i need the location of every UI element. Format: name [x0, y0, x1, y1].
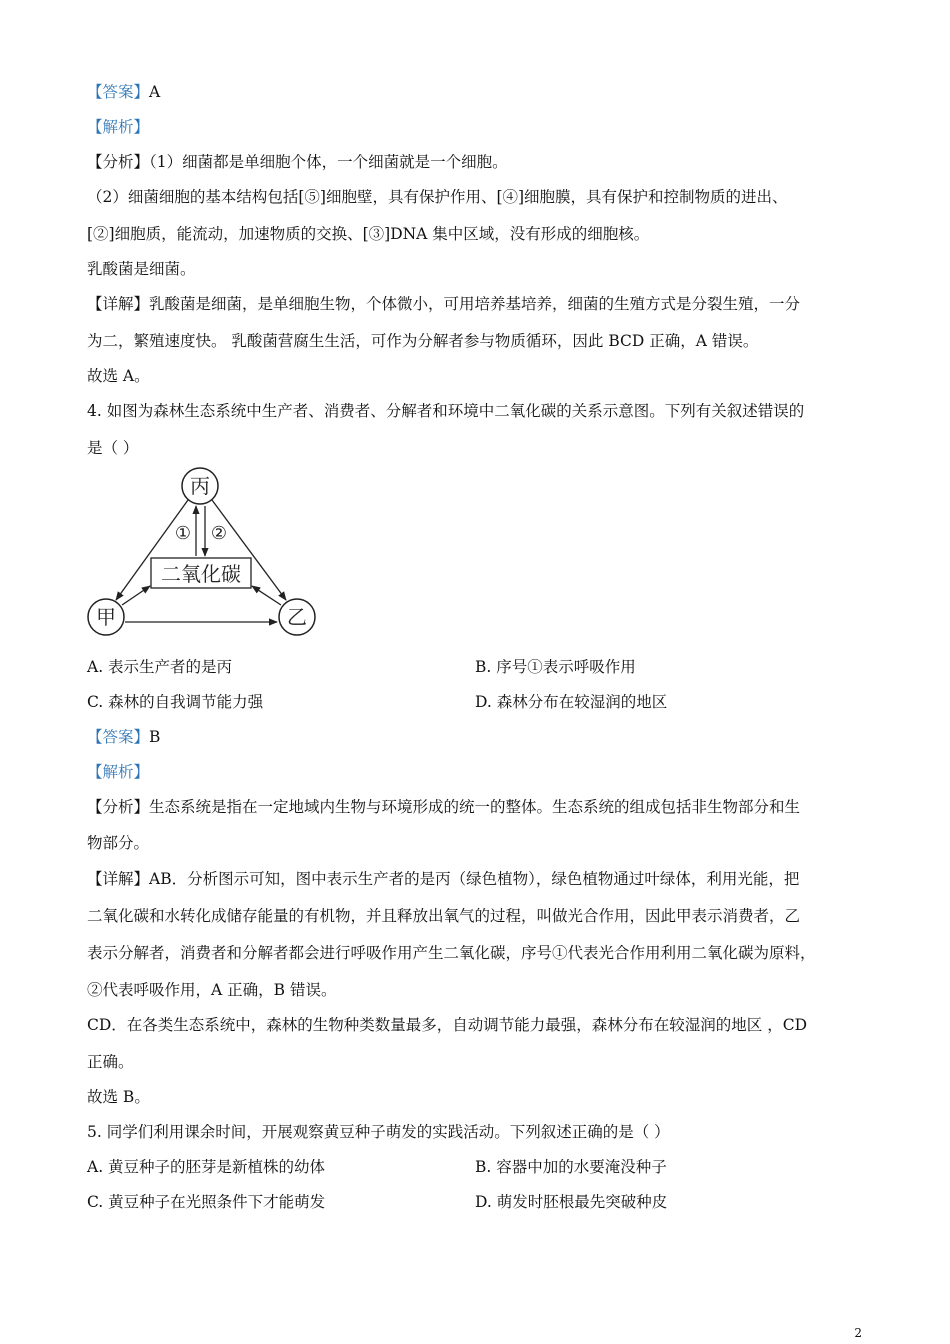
- q3-detail-line-2: 为二，繁殖速度快。 乳酸菌营腐生生活，可作为分解者参与物质循环，因此 BCD 正确，A 错误。: [87, 332, 759, 350]
- q4-detail-line-3: 表示分解者，消费者和分解者都会进行呼吸作用产生二氧化碳，序号①代表光合作用利用二氧化碳为原料，: [87, 944, 816, 962]
- node-bing: 丙: [190, 474, 210, 498]
- q4-fenxi-line-2: 物部分。: [87, 834, 150, 852]
- answer-tag: 【答案】: [87, 83, 150, 101]
- q5-option-d: D. 萌发时胚根最先突破种皮: [475, 1193, 668, 1211]
- label-1: ①: [174, 523, 192, 544]
- q4-stem-line-2: 是（ ）: [87, 439, 139, 457]
- q3-answer-line: [87, 82, 160, 102]
- node-jia: 甲: [96, 605, 116, 629]
- q4-option-d: D. 森林分布在较湿润的地区: [475, 693, 668, 711]
- co2-label: 二氧化碳: [161, 562, 241, 586]
- q5-option-b: B. 容器中加的水要淹没种子: [475, 1158, 667, 1176]
- label-2: ②: [210, 523, 228, 544]
- answer-value: A: [149, 83, 161, 101]
- fenxi-tag: 【分析】: [87, 798, 150, 816]
- detail-tag: 【详解】: [87, 295, 150, 313]
- q3-analysis-tag: 【解析】: [87, 118, 150, 136]
- answer-tag: 【答案】: [87, 728, 150, 746]
- detail-text: 乳酸菌是细菌，是单细胞生物，个体微小，可用培养基培养，细菌的生殖方式是分裂生殖，一分: [149, 295, 801, 313]
- q3-fenxi-line-1: [87, 152, 508, 172]
- detail-text: AB．分析图示可知，图中表示生产者的是丙（绿色植物），绿色植物通过叶绿体，利用光能，把: [149, 870, 800, 888]
- q3-fenxi-line-4: 乳酸菌是细菌。: [87, 260, 196, 278]
- page-number: 2: [854, 1326, 862, 1340]
- q5-option-a: A. 黄豆种子的胚芽是新植株的幼体: [87, 1158, 326, 1176]
- q4-stem-line-1: 4. 如图为森林生态系统中生产者、消费者、分解者和环境中二氧化碳的关系示意图。下列有关叙述错误的: [87, 402, 805, 420]
- q4-detail-line-2: 二氧化碳和水转化成储存能量的有机物，并且释放出氧气的过程，叫做光合作用，因此甲表示消费者，乙: [87, 907, 801, 925]
- q3-fenxi-line-3: [②]细胞质，能流动，加速物质的交换、[③]DNA 集中区域，没有形成的细胞核。: [87, 225, 650, 243]
- ecosystem-diagram: [80, 462, 330, 642]
- q4-option-b: B. 序号①表示呼吸作用: [475, 658, 636, 676]
- q4-answer-line: [87, 727, 160, 747]
- answer-value: B: [149, 728, 161, 746]
- fenxi-tag: 【分析】: [87, 153, 150, 171]
- q4-option-a: A. 表示生产者的是丙: [87, 658, 233, 676]
- q4-fenxi-line-1: [87, 797, 800, 817]
- q4-detail-line-1: [87, 869, 799, 889]
- node-yi: 乙: [287, 605, 307, 629]
- q3-fenxi-line-2: （2）细菌细胞的基本结构包括[⑤]细胞壁，具有保护作用、[④]细胞膜，具有保护和控制物质的进出、: [87, 188, 788, 206]
- arrow-yi-co2: [252, 586, 281, 605]
- q4-option-c: C. 森林的自我调节能力强: [87, 693, 264, 711]
- fenxi-text: 生态系统是指在一定地域内生物与环境形成的统一的整体。生态系统的组成包括非生物部分和生: [149, 798, 801, 816]
- q4-detail-line-5: CD．在各类生态系统中，森林的生物种类数量最多，自动调节能力最强，森林分布在较湿润的地区 ，CD: [87, 1016, 808, 1034]
- q4-detail-line-4: ②代表呼吸作用，A 正确，B 错误。: [87, 981, 337, 999]
- q5-option-c: C. 黄豆种子在光照条件下才能萌发: [87, 1193, 326, 1211]
- detail-tag: 【详解】: [87, 870, 150, 888]
- q4-conclusion: 故选 B。: [87, 1088, 150, 1106]
- q3-conclusion: 故选 A。: [87, 367, 150, 385]
- fenxi-text: （1）细菌都是单细胞个体，一个细菌就是一个细胞。: [149, 153, 508, 171]
- q4-analysis-tag: 【解析】: [87, 763, 150, 781]
- q3-detail-line-1: [87, 294, 800, 314]
- q4-detail-line-6: 正确。: [87, 1053, 134, 1071]
- arrow-jia-co2: [122, 586, 150, 605]
- q5-stem: 5. 同学们利用课余时间，开展观察黄豆种子萌发的实践活动。下列叙述正确的是（ ）: [87, 1123, 670, 1141]
